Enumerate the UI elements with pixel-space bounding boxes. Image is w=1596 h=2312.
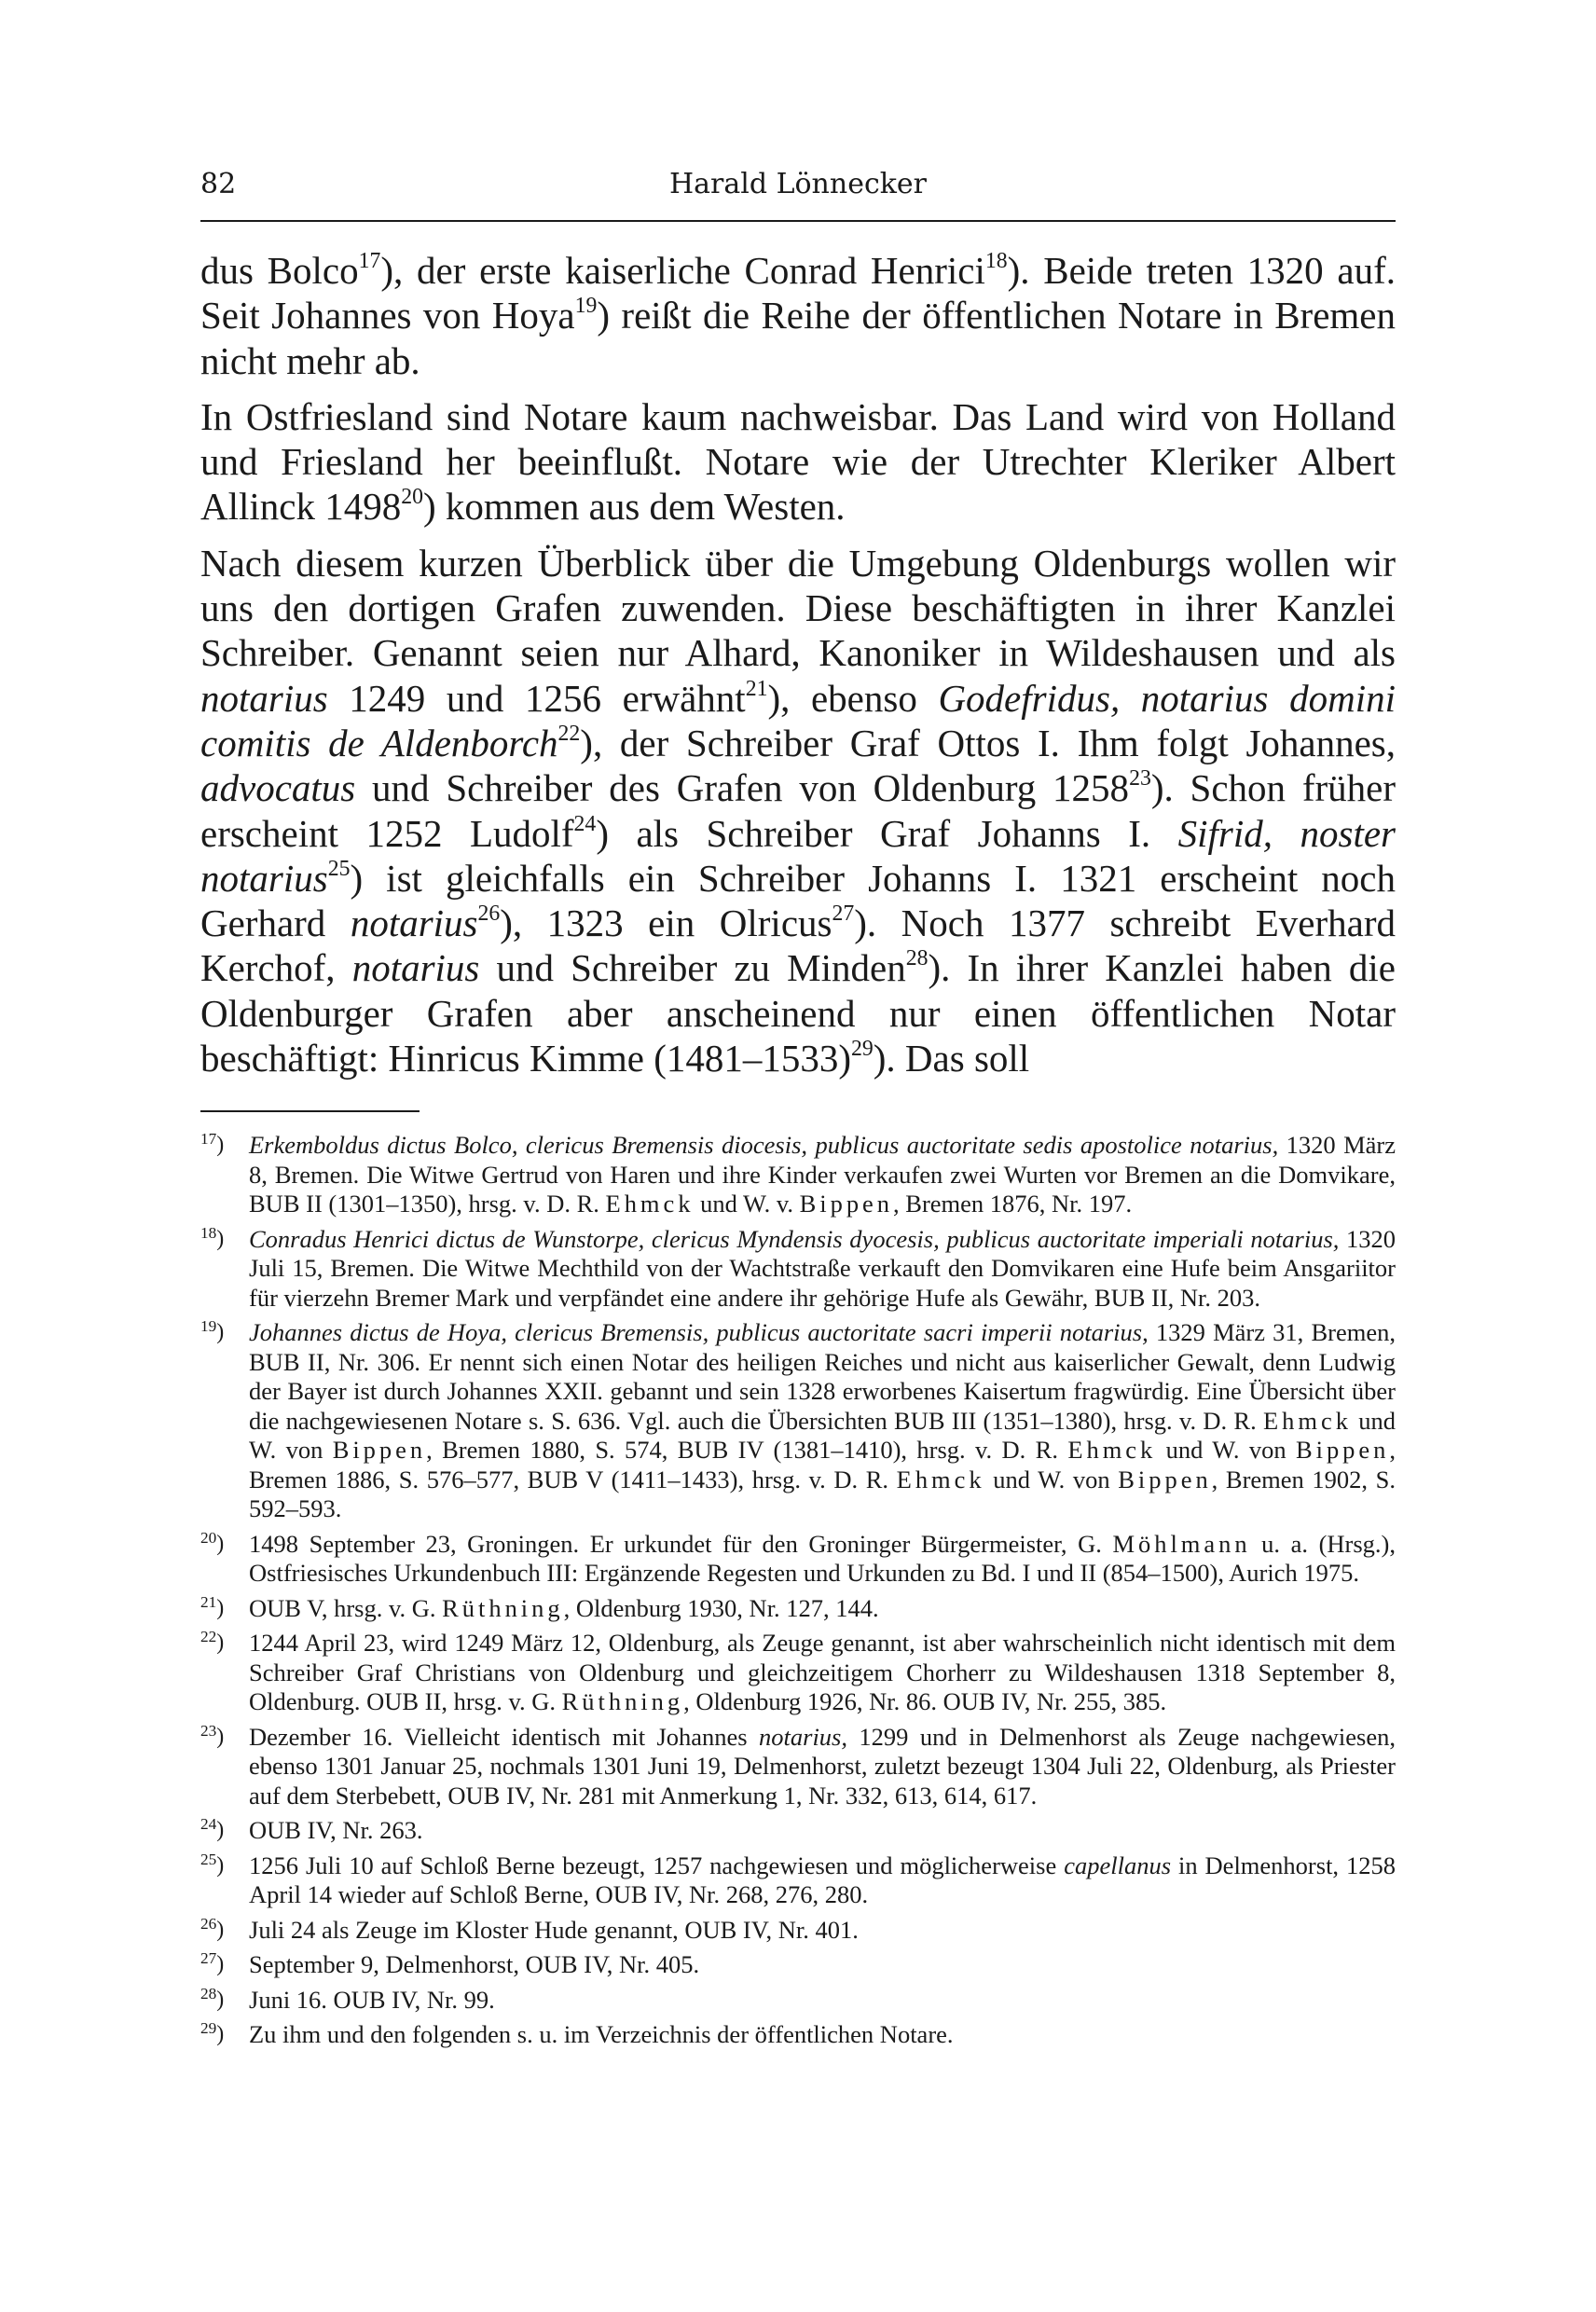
footnote-text: OUB V, hrsg. v. G. Rüthning, Oldenburg 1930, Nr. 127, 144.	[249, 1593, 879, 1622]
footnote-ref-24[interactable]: 24	[573, 811, 597, 836]
footnote-ref-28[interactable]: 28	[905, 946, 929, 971]
footnote-text: Erkemboldus dictus Bolco, clericus Bremensis diocesis, publicus auctoritate sedis apostolice notarius, 1320 März 8, Bremen. Die Witwe Gertrud von Haren und ihre Kinder verkaufen zwei Wurten vor Bremen an die Domvikare, BUB II (1301–1350), hrsg. v. D. R. Ehmck und W. v. Bippen, Bremen 1876, Nr. 197.	[249, 1131, 1396, 1218]
footnote-label: $^{28}$)	[200, 1985, 225, 2012]
footnote-label: $^{25}$)	[200, 1851, 225, 1878]
page-number: 82	[200, 168, 237, 200]
footnote-label: $^{29}$)	[200, 2019, 225, 2047]
footnote-text: 1498 September 23, Groningen. Er urkundet für den Groninger Bürgermeister, G. Möhlmann u. a. (Hrsg.), Ostfriesisches Urkundenbuch III: Ergänzende Regesten und Urkunden zu Bd. I und II (854–1500), Aurich 1975.	[249, 1529, 1396, 1588]
text-run: und Schreiber des Grafen von Oldenburg 1258	[355, 766, 1130, 810]
footnote-24	[200, 1816, 1396, 1846]
italic-term: notarius	[200, 676, 328, 720]
footnote-text: Juni 16. OUB IV, Nr. 99.	[249, 1985, 495, 2014]
paragraph-1	[200, 248, 1396, 383]
footnote-label: $^{19}$)	[200, 1317, 225, 1345]
footnote-ref-22[interactable]: 22	[557, 721, 581, 746]
footnote-29	[200, 2020, 1396, 2050]
running-head	[200, 166, 1396, 214]
text-run: ) als Schreiber Graf Johanns I.	[596, 811, 1178, 855]
footnote-17	[200, 1131, 1396, 1219]
footnote-text: Johannes dictus de Hoya, clericus Bremensis, publicus auctoritate sacri imperii notarius, 1329 März 31, Bremen, BUB II, Nr. 306. Er nennt sich einen Notar des heiligen Reiches und nicht aus kaiserlicher Gewalt, denn Ludwig der Bayer ist durch Johannes XXII. gebannt und sein 1328 erworbenes Kaisertum fragwürdig. Eine Übersicht über die nachgewiesenen Notare s. S. 636. Vgl. auch die Übersichten BUB III (1351–1380), hrsg. v. D. R. Ehmck und W. von Bippen, Bremen 1880, S. 574, BUB IV (1381–1410), hrsg. v. D. R. Ehmck und W. von Bippen, Bremen 1886, S. 576–577, BUB V (1411–1433), hrsg. v. D. R. Ehmck und W. von Bippen, Bremen 1902, S. 592–593.	[249, 1318, 1396, 1523]
text-run: ), der Schreiber Graf Ottos I. Ihm folgt Johannes,	[580, 721, 1396, 764]
text-run: ). In ihrer Kanzlei haben die Oldenburger Grafen aber anscheinend nur einen öffentlichen Notar beschäftigt: Hinricus Kimme (1481–1533)	[200, 946, 1396, 1080]
footnote-text: Dezember 16. Vielleicht identisch mit Johannes notarius, 1299 und in Delmenhorst als Zeuge nachgewiesen, ebenso 1301 Januar 25, nochmals 1301 Juni 19, Delmenhorst, zuletzt bezeugt 1304 Juli 22, Oldenburg, als Priester auf dem Sterbebett, OUB IV, Nr. 281 mit Anmerkung 1, Nr. 332, 613, 614, 617.	[249, 1722, 1396, 1810]
text-run: ) reißt die Reihe der öffentlichen Notare in Bremen nicht mehr ab.	[200, 294, 1396, 382]
footnote-20	[200, 1530, 1396, 1589]
text-run: und Schreiber zu Minden	[479, 946, 906, 990]
footnote-ref-20[interactable]: 20	[401, 485, 423, 510]
footnote-label: $^{22}$)	[200, 1628, 225, 1656]
text-run: ). Schon früher erscheint 1252 Ludolf	[200, 766, 1396, 855]
footnote-text: Juli 24 als Zeuge im Kloster Hude genannt, OUB IV, Nr. 401.	[249, 1915, 859, 1944]
text-run: ). Beide treten 1320 auf. Seit Johannes von Hoya	[200, 249, 1396, 337]
text-run: ). Noch 1377 schreibt Everhard Kerchof,	[200, 901, 1396, 990]
paragraph-2	[200, 394, 1396, 530]
running-head-author: Harald Lönnecker	[668, 168, 928, 200]
footnote-rule	[200, 1110, 420, 1112]
text-run: 1249 und 1256 erwähnt	[327, 676, 746, 720]
footnote-text: OUB IV, Nr. 263.	[249, 1816, 423, 1845]
footnote-ref-23[interactable]: 23	[1129, 766, 1151, 791]
italic-term: notarius	[351, 946, 480, 990]
footnote-label: $^{24}$)	[200, 1815, 225, 1843]
text-run: In Ostfriesland sind Notare kaum nachweisbar. Das Land wird von Holland und Friesland her beeinflußt. Notare wie der Utrechter Kleriker Albert Allinck 1498	[200, 394, 1396, 529]
footnote-22	[200, 1629, 1396, 1717]
italic-term: advocatus	[200, 766, 356, 810]
text-run: ). Das soll	[873, 1037, 1030, 1080]
text-run: ), 1323 ein Olricus	[500, 901, 832, 945]
footnote-ref-21[interactable]: 21	[745, 676, 768, 701]
text-run: ) ist gleichfalls ein Schreiber Johanns I. 1321 erscheint noch Gerhard	[200, 856, 1396, 945]
body-text	[200, 248, 1396, 1080]
footnote-label: $^{21}$)	[200, 1593, 225, 1620]
footnote-label: $^{17}$)	[200, 1130, 225, 1158]
text-run: ), der erste kaiserliche Conrad Henrici	[380, 249, 985, 292]
italic-term: Sifrid, noster notarius	[200, 811, 1396, 900]
footnote-23	[200, 1723, 1396, 1811]
italic-term: notarius	[350, 901, 478, 945]
footnote-ref-29[interactable]: 29	[851, 1036, 874, 1061]
footnote-text: Zu ihm und den folgenden s. u. im Verzeichnis der öffentlichen Notare.	[249, 2020, 954, 2049]
footnote-ref-18[interactable]: 18	[984, 248, 1008, 273]
footnote-label: $^{27}$)	[200, 1949, 225, 1977]
footnote-26	[200, 1916, 1396, 1946]
text-run: ), ebenso	[767, 676, 939, 720]
footnote-ref-25[interactable]: 25	[327, 856, 351, 881]
footnote-text: September 9, Delmenhorst, OUB IV, Nr. 405.	[249, 1950, 700, 1979]
footnote-21	[200, 1594, 1396, 1624]
italic-term: Godefridus, notarius domini comitis de Aldenborch	[200, 676, 1396, 764]
text-run: dus Bolco	[200, 249, 359, 292]
paragraph-3	[200, 541, 1396, 1081]
footnote-text: 1244 April 23, wird 1249 März 12, Oldenburg, als Zeuge genannt, ist aber wahrscheinlich nicht identisch mit dem Schreiber Graf Christians von Oldenburg und gleichzeitigem Chorherr zu Wildeshausen 1318 September 8, Oldenburg. OUB II, hrsg. v. G. Rüthning, Oldenburg 1926, Nr. 86. OUB IV, Nr. 255, 385.	[249, 1629, 1396, 1716]
footnote-ref-27[interactable]: 27	[832, 901, 855, 927]
footnote-label: $^{18}$)	[200, 1224, 225, 1251]
header-rule	[200, 220, 1396, 222]
footnote-ref-26[interactable]: 26	[477, 901, 501, 927]
footnote-label: $^{20}$)	[200, 1529, 225, 1556]
footnotes	[200, 1131, 1396, 2050]
page	[200, 166, 1396, 2056]
footnote-28	[200, 1986, 1396, 2016]
footnote-27	[200, 1950, 1396, 1980]
footnote-18	[200, 1225, 1396, 1314]
text-run: Nach diesem kurzen Überblick über die Umgebung Oldenburgs wollen wir uns den dortigen Grafen zuwenden. Diese beschäftigten in ihrer Kanzlei Schreiber. Genannt seien nur Alhard, Kanoniker in Wildeshausen und als	[200, 541, 1396, 675]
footnote-ref-19[interactable]: 19	[574, 294, 598, 319]
footnote-text: Conradus Henrici dictus de Wunstorpe, clericus Myndensis dyocesis, publicus auctoritate imperiali notarius, 1320 Juli 15, Bremen. Die Witwe Mechthild von der Wachtstraße verkauft den Domvikaren eine Hufe beim Ansgariitor für vierzehn Bremer Mark und verpfändet eine andere ihr gehörige Hufe als Gewähr, BUB II, Nr. 203.	[249, 1224, 1396, 1312]
footnote-ref-17[interactable]: 17	[358, 248, 381, 273]
footnote-19	[200, 1318, 1396, 1524]
footnote-25	[200, 1851, 1396, 1910]
text-run: ) kommen aus dem Westen.	[423, 485, 846, 529]
footnote-label: $^{23}$)	[200, 1722, 225, 1749]
footnote-label: $^{26}$)	[200, 1915, 225, 1942]
footnote-text: 1256 Juli 10 auf Schloß Berne bezeugt, 1257 nachgewiesen und möglicherweise capellanus in Delmenhorst, 1258 April 14 wieder auf Schloß Berne, OUB IV, Nr. 268, 276, 280.	[249, 1851, 1396, 1909]
